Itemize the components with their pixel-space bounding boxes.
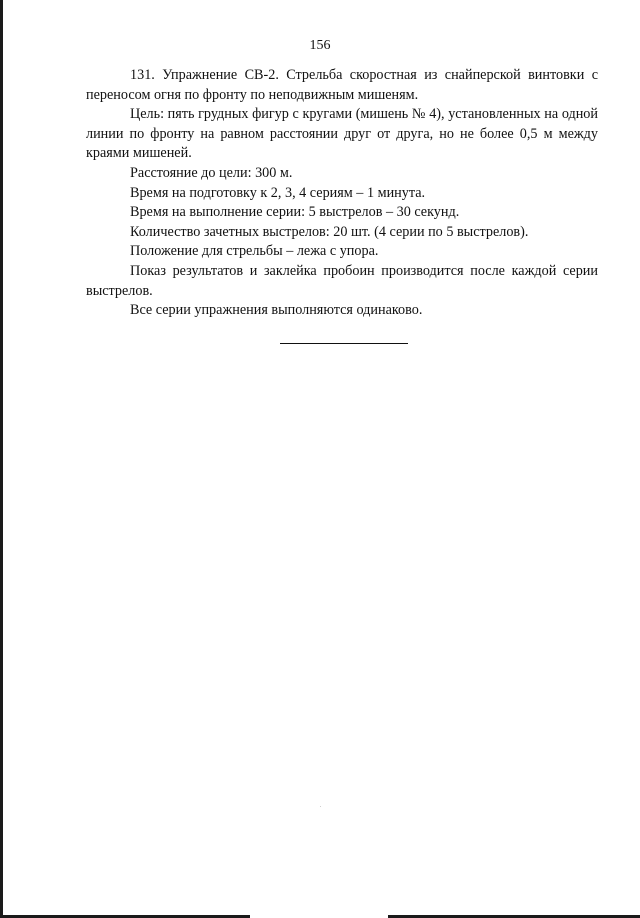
page-number: 156 bbox=[309, 38, 331, 53]
series-time-paragraph: Время на выполнение серии: 5 выстрелов – 30 секунд. bbox=[130, 204, 460, 221]
prep-time-paragraph: Время на подготовку к 2, 3, 4 сериям – 1 минута. bbox=[130, 184, 426, 201]
scan-edge-left bbox=[0, 0, 3, 918]
shots-count-paragraph: Количество зачетных выстрелов: 20 шт. (4 серии по 5 выстрелов). bbox=[130, 223, 529, 240]
document-body bbox=[86, 66, 598, 321]
scan-speck bbox=[320, 806, 321, 807]
results-paragraph: Показ результатов и заклейка пробоин производится после каждой серии выстрелов. bbox=[86, 262, 598, 299]
exercise-title-paragraph: 131. Упражнение СВ-2. Стрельба скоростная из снайперской винтовки с переносом огня по фронту по неподвижным мишеням. bbox=[86, 67, 598, 103]
distance-paragraph: Расстояние до цели: 300 м. bbox=[130, 164, 293, 181]
target-paragraph: Цель: пять грудных фигур с кругами (мишень № 4), установленных на одной линии по фронту на равном расстоянии друг от друга, но не более 0,5 м между краями мишеней. bbox=[86, 106, 598, 162]
series-note-paragraph: Все серии упражнения выполняются одинаково. bbox=[130, 302, 423, 319]
position-paragraph: Положение для стрельбы – лежа с упора. bbox=[130, 243, 379, 260]
section-divider bbox=[280, 343, 408, 344]
